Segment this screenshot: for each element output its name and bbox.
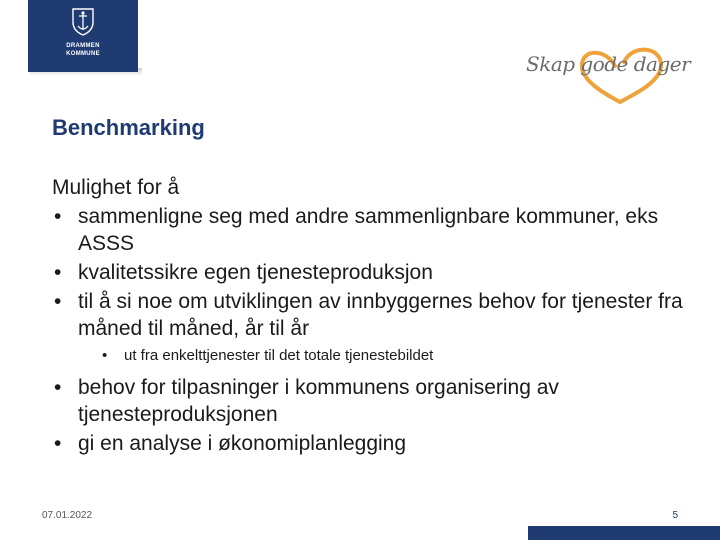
bullet-icon: • <box>54 205 62 228</box>
bullet-icon: • <box>102 347 108 364</box>
sub-bullet-item <box>100 346 692 366</box>
bullet-item <box>52 430 692 457</box>
slide-content <box>52 174 692 459</box>
page-number: 5 <box>672 510 678 521</box>
logo-text-line2: KOMMUNE <box>66 51 100 57</box>
bullet-text: gi en analyse i økonomiplanlegging <box>78 432 407 455</box>
bullet-icon: • <box>54 290 62 313</box>
bullet-item <box>52 203 692 257</box>
bullet-item <box>52 374 692 428</box>
bullet-icon: • <box>54 376 62 399</box>
bullet-text: sammenligne seg med andre sammenlignbare kommuner, eks ASSS <box>78 205 659 255</box>
crest-icon <box>71 6 95 36</box>
bullet-item <box>52 288 692 342</box>
bullet-item <box>52 259 692 286</box>
slogan-logo <box>520 36 691 106</box>
bullet-text: behov for tilpasninger i kommunens organisering av tjenesteproduksjonen <box>78 376 559 426</box>
sub-bullet-text: ut fra enkelttjenester til det totale tjenestebildet <box>124 347 434 364</box>
logo-text-line1: DRAMMEN <box>66 43 100 49</box>
bullet-text: til å si noe om utviklingen av innbyggernes behov for tjenester fra måned til måned, år til år <box>78 290 683 340</box>
bullet-icon: • <box>54 432 62 455</box>
intro-text: Mulighet for å <box>52 176 180 199</box>
footer-date: 07.01.2022 <box>42 510 93 521</box>
slide-title: Benchmarking <box>52 115 205 140</box>
bullet-icon: • <box>54 261 62 284</box>
footer-bar <box>528 526 720 540</box>
bullet-text: kvalitetssikre egen tjenesteproduksjon <box>78 261 433 284</box>
slogan-text: Skap gode dager <box>526 52 691 76</box>
drammen-kommune-logo <box>28 0 140 78</box>
logo-card <box>28 0 138 72</box>
